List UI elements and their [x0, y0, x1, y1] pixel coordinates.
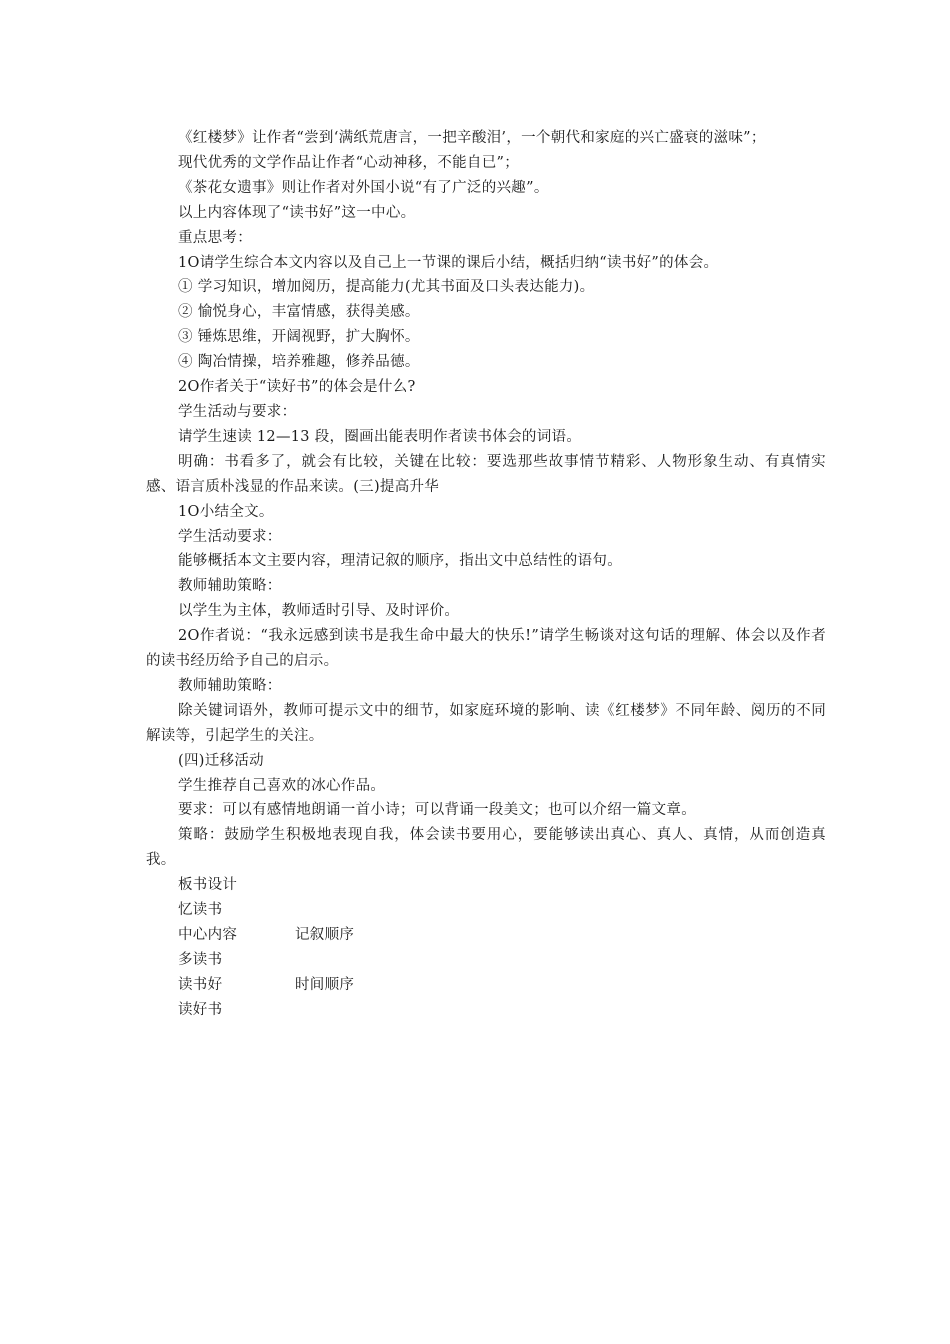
board-row [146, 923, 826, 948]
board-cell-left: 读好书 [178, 1001, 223, 1018]
board-row [146, 948, 826, 973]
paragraph: 学生推荐自己喜欢的冰心作品。 [178, 777, 386, 794]
board-cell-right: 时间顺序 [295, 976, 355, 993]
question-item: 2O作者关于“读好书”的体会是什么? [178, 379, 416, 396]
board-cell-left: 读书好 [178, 976, 223, 993]
board-row [146, 898, 826, 923]
paragraph: 以上内容体现了“读书好”这一中心。 [178, 204, 416, 221]
section-heading: 学生活动与要求： [178, 403, 297, 420]
board-row [146, 973, 826, 998]
list-item: ④ 陶冶情操，培养雅趣，修养品德。 [178, 354, 420, 371]
question-item: 1O小结全文。 [178, 503, 274, 520]
section-heading: 教师辅助策略： [178, 677, 282, 694]
question-item: 1O请学生综合本文内容以及自己上一节课的课后小结，概括归纳“读书好”的体会。 [178, 254, 719, 271]
section-heading: 学生活动要求： [178, 528, 282, 545]
paragraph: 策略：鼓励学生积极地表现自我，体会读书要用心，要能够读出真心、真人、真情，从而创造真我。 [146, 827, 826, 869]
section-heading: (四)迁移活动 [178, 752, 264, 769]
board-cell-left: 忆读书 [178, 902, 223, 919]
paragraph: 能够概括本文主要内容，理清记叙的顺序，指出文中总结性的语句。 [178, 553, 622, 570]
list-item: ① 学习知识，增加阅历，提高能力(尤其书面及口头表达能力)。 [178, 279, 595, 296]
board-cell-right: 记叙顺序 [295, 927, 355, 943]
paragraph: 《红楼梦》让作者“尝到‘满纸荒唐言，一把辛酸泪’，一个朝代和家庭的兴亡盛衰的滋味”； [178, 130, 766, 146]
document-body [146, 126, 826, 1023]
board-design-title: 板书设计 [178, 877, 238, 894]
paragraph: 以学生为主体，教师适时引导、及时评价。 [178, 603, 460, 620]
paragraph: 明确：书看多了，就会有比较，关键在比较：要选那些故事情节精彩、人物形象生动、有真情实感、语言质朴浅显的作品来读。(三)提高升华 [146, 453, 826, 495]
board-cell-left: 多读书 [178, 951, 223, 968]
board-cell-left: 中心内容 [178, 927, 238, 943]
paragraph: 要求：可以有感情地朗诵一首小诗；可以背诵一段美文；也可以介绍一篇文章。 [178, 802, 696, 819]
paragraph: 请学生速读 12—13 段，圈画出能表明作者读书体会的词语。 [178, 428, 582, 445]
board-row [146, 998, 826, 1023]
paragraph: 现代优秀的文学作品让作者“心动神移，不能自已”； [178, 154, 520, 171]
paragraph: 除关键词语外，教师可提示文中的细节，如家庭环境的影响、读《红楼梦》不同年龄、阅历的不同解读等，引起学生的关注。 [146, 702, 826, 744]
list-item: ② 愉悦身心，丰富情感，获得美感。 [178, 304, 420, 321]
question-item: 2O作者说：“我永远感到读书是我生命中最大的快乐!”请学生畅谈对这句话的理解、体会以及作者的读书经历给予自己的启示。 [146, 628, 826, 670]
list-item: ③ 锤炼思维，开阔视野，扩大胸怀。 [178, 329, 420, 346]
section-heading: 教师辅助策略： [178, 578, 282, 595]
section-heading: 重点思考： [178, 229, 252, 246]
paragraph: 《茶花女遗事》则让作者对外国小说“有了广泛的兴趣”。 [178, 179, 549, 196]
